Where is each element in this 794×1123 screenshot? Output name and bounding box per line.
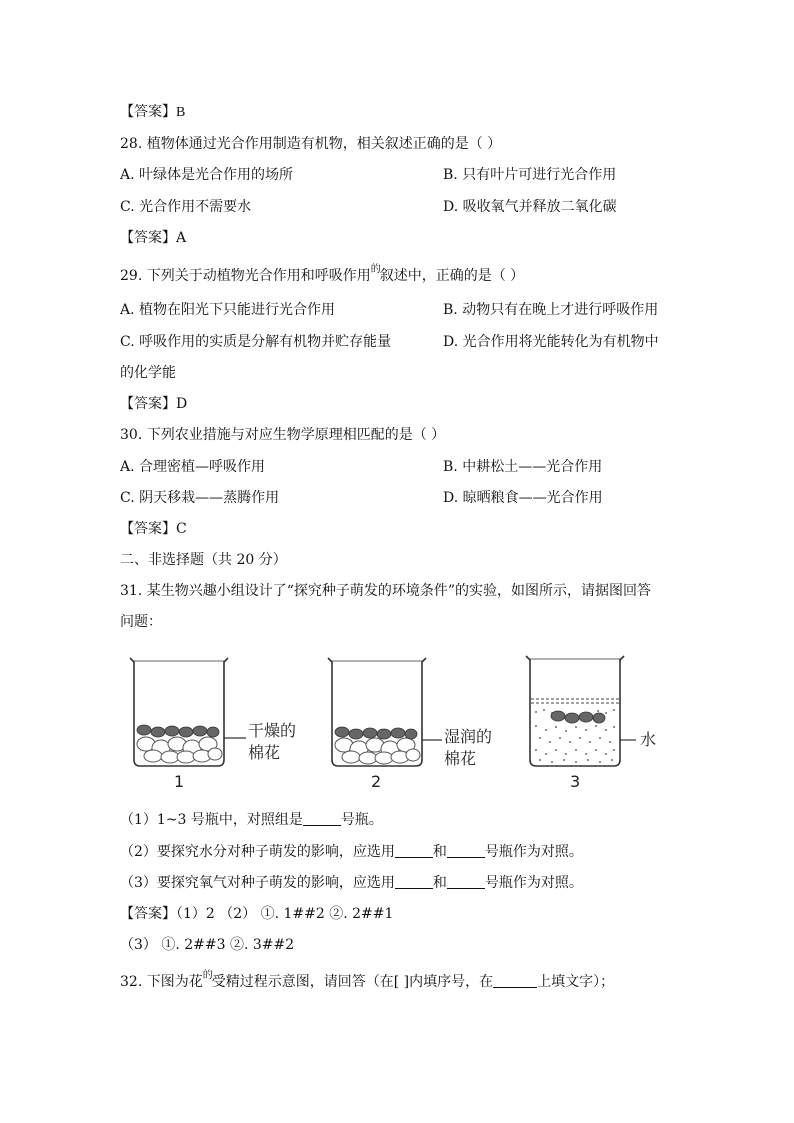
seeds-3 — [551, 711, 605, 723]
answer-blank[interactable] — [395, 843, 433, 858]
stem-part: 上填文字）； — [537, 974, 615, 990]
part-text: （2）要探究水分对种子萌发的影响，应选用 — [120, 844, 395, 860]
q28-option-d: D. 吸收氧气并释放二氧化碳 — [443, 199, 617, 215]
answer-q28 — [120, 228, 186, 248]
beaker-number-1: 1 — [174, 772, 185, 791]
answer-prefix: 【答案】 — [120, 906, 176, 922]
beaker-number-2: 2 — [371, 772, 382, 791]
answer-q30 — [120, 519, 187, 539]
q29-option-d-continued: 的化学能 — [120, 365, 176, 381]
section-heading: 二、非选择题（共 20 分） — [120, 552, 287, 568]
question-29-stem — [120, 266, 524, 288]
dry-cotton-1 — [137, 737, 222, 763]
answer-blank[interactable] — [447, 874, 485, 889]
question-31-stem-line2: 问题： — [120, 614, 162, 630]
answer-prefix: 【答案】 — [120, 230, 176, 246]
answer-blank[interactable] — [395, 874, 433, 889]
q29-option-c: C. 呼吸作用的实质是分解有机物并贮存能量 — [120, 334, 392, 350]
answer-q27 — [120, 102, 185, 123]
answer-prefix: 【答案】 — [120, 396, 176, 412]
answer-q29 — [120, 394, 187, 414]
q31-part3 — [120, 873, 583, 893]
beaker-3 — [526, 656, 624, 766]
label-text: 棉花 — [248, 743, 281, 762]
q28-option-a: A. 叶绿体是光合作用的场所 — [120, 167, 294, 183]
q29-option-a: A. 植物在阳光下只能进行光合作用 — [120, 302, 336, 318]
q28-option-b: B. 只有叶片可进行光合作用 — [443, 167, 617, 183]
part-text: 和 — [432, 875, 447, 891]
answer-prefix: 【答案】 — [120, 104, 176, 120]
question-32-stem — [120, 972, 614, 994]
q31-part1 — [120, 810, 383, 830]
beakers-illustration — [120, 648, 680, 798]
water-3 — [531, 699, 619, 703]
moist-cotton-2 — [335, 738, 420, 764]
q30-option-d: D. 晾晒粮食——光合作用 — [443, 490, 603, 506]
beaker-number-3: 3 — [570, 772, 581, 791]
answer-q31-line1 — [120, 904, 393, 924]
part-text: 号瓶。 — [340, 812, 383, 828]
label-moist-cotton — [444, 726, 492, 770]
label-water: 水 — [640, 730, 657, 749]
stem-part: 受精过程示意图，请回答（在[ ]内填序号，在 — [211, 974, 494, 990]
label-text: 干燥的 — [248, 721, 297, 740]
part-text: 号瓶作为对照。 — [484, 844, 583, 860]
q29-option-b: B. 动物只有在晚上才进行呼吸作用 — [443, 302, 659, 318]
q30-option-b: B. 中耕松土——光合作用 — [443, 459, 603, 475]
question-28-stem: 28. 植物体通过光合作用制造有机物，相关叙述正确的是（ ） — [120, 136, 502, 152]
q30-option-a: A. 合理密植—呼吸作用 — [120, 459, 266, 475]
answer-blank[interactable] — [493, 973, 537, 988]
answer-blank[interactable] — [303, 811, 341, 826]
stem-superscript: 的 — [202, 970, 212, 981]
q30-option-c: C. 阴天移栽——蒸腾作用 — [120, 490, 280, 506]
answer-value: A — [176, 230, 187, 246]
answer-prefix: 【答案】 — [120, 521, 176, 537]
label-dry-cotton — [248, 720, 296, 764]
seed-germination-figure — [120, 648, 680, 798]
answer-value: C — [176, 521, 187, 537]
label-text: 棉花 — [444, 749, 477, 768]
part-text: （3）要探究氧气对种子萌发的影响，应选用 — [120, 875, 395, 891]
stem-part: 32. 下图为花 — [120, 974, 203, 990]
part-text: （1）1~3 号瓶中，对照组是 — [120, 812, 303, 828]
label-text: 湿润的 — [444, 727, 493, 746]
answer-blank[interactable] — [447, 843, 485, 858]
q31-part2 — [120, 842, 583, 862]
answer-value: （1）2 （2） ①. 1##2 ②. 2##1 — [176, 906, 394, 922]
part-text: 和 — [432, 844, 447, 860]
stem-part: 叙述中，正确的是（ ） — [379, 268, 525, 284]
stem-part: 29. 下列关于动植物光合作用和呼吸作用 — [120, 268, 371, 284]
question-30-stem: 30. 下列农业措施与对应生物学原理相匹配的是（ ） — [120, 427, 446, 443]
answer-q31-line2: （3） ①. 2##3 ②. 3##2 — [120, 937, 295, 953]
answer-value: B — [176, 105, 186, 120]
stem-superscript: 的 — [370, 264, 380, 275]
answer-value: D — [176, 396, 188, 412]
q29-option-d: D. 光合作用将光能转化为有机物中 — [443, 334, 659, 350]
question-31-stem-line1: 31. 某生物兴趣小组设计了“探究种子萌发的环境条件”的实验，如图所示，请据图回答 — [120, 583, 652, 599]
seeds-1 — [137, 725, 219, 737]
q28-option-c: C. 光合作用不需要水 — [120, 199, 252, 215]
part-text: 号瓶作为对照。 — [484, 875, 583, 891]
seeds-2 — [335, 727, 417, 739]
